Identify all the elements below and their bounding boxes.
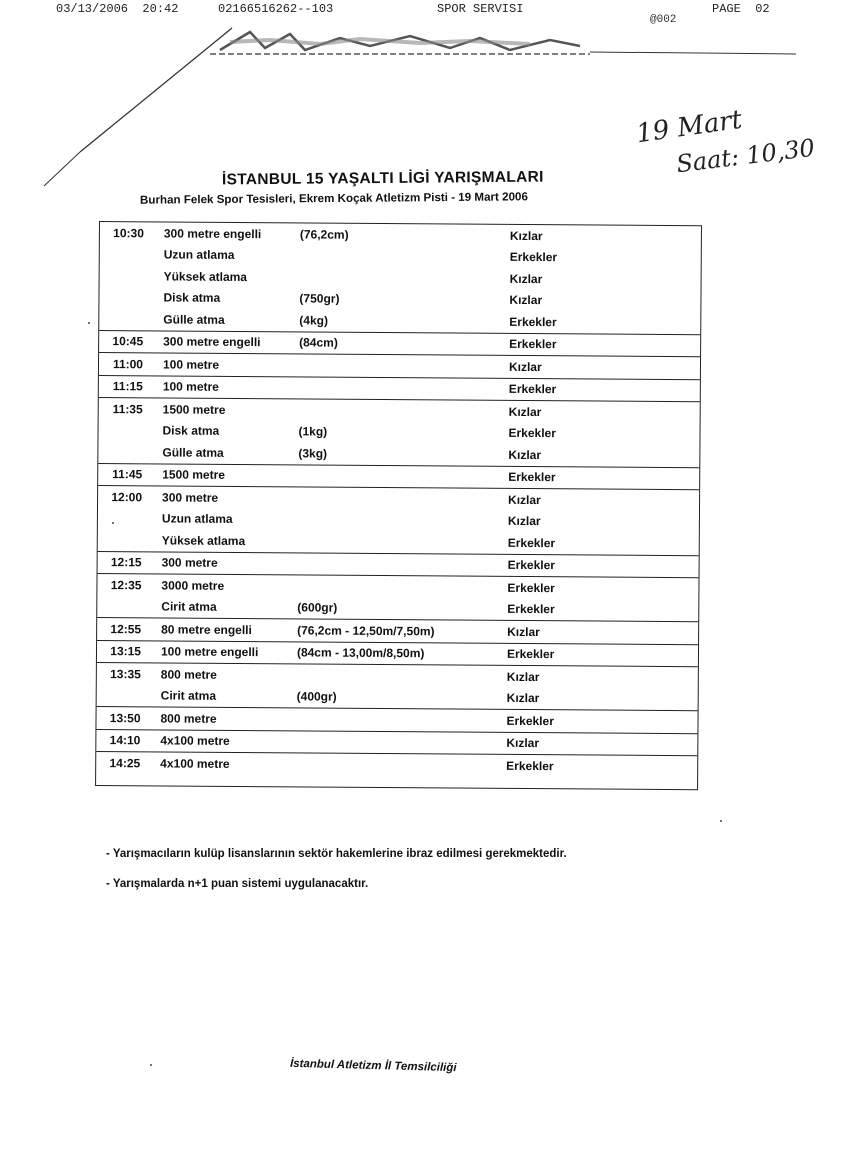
scan-speck <box>112 522 114 524</box>
schedule-time-block <box>99 222 701 335</box>
event-category: Kızlar <box>509 228 543 243</box>
event-category: Kızlar <box>508 359 542 374</box>
event-category: Erkekler <box>506 647 555 662</box>
event-name: Gülle atma <box>162 445 224 460</box>
event-name: 300 metre engelli <box>163 334 261 350</box>
note-license: - Yarışmacıların kulüp lisanslarının sektör hakemlerine ibraz edilmesi gerekmektedir. <box>106 848 567 860</box>
footer-signature: İstanbul Atletizm İl Temsilciliği <box>289 1057 457 1075</box>
fax-sender: SPOR SERVISI <box>437 2 524 16</box>
schedule-row <box>99 376 700 402</box>
event-category: Kızlar <box>508 447 542 462</box>
schedule-row <box>99 308 700 334</box>
event-time: 13:35 <box>110 666 141 682</box>
event-name: 800 metre <box>160 667 217 682</box>
event-spec <box>299 365 509 366</box>
event-spec <box>298 520 508 521</box>
event-spec <box>297 586 507 587</box>
event-category: Erkekler <box>507 602 555 617</box>
schedule-table <box>95 221 702 790</box>
event-time: 13:50 <box>109 710 141 726</box>
event-name: 800 metre <box>160 711 217 726</box>
event-time: 12:00 <box>111 489 143 505</box>
event-category: Erkekler <box>508 382 557 397</box>
event-name: 300 metre <box>162 490 219 505</box>
event-category: Kızlar <box>507 624 540 639</box>
event-category: Erkekler <box>507 535 556 550</box>
event-spec: (600gr) <box>297 600 338 615</box>
scan-speck <box>720 820 722 822</box>
event-spec: (1kg) <box>298 424 328 439</box>
event-time: 12:55 <box>110 621 142 637</box>
event-time: 14:10 <box>109 733 141 748</box>
schedule-row <box>99 353 700 379</box>
event-name: 1500 metre <box>162 402 226 417</box>
event-category: Erkekler <box>507 558 556 573</box>
schedule-row <box>98 551 699 577</box>
event-category: Erkekler <box>508 470 556 485</box>
fax-datetime: 03/13/2006 20:42 <box>56 2 179 16</box>
schedule-row <box>96 729 697 755</box>
event-name: Cirit atma <box>160 688 217 704</box>
note-scoring: - Yarışmalarda n+1 puan sistemi uygulanacaktır. <box>106 878 369 890</box>
event-spec: (400gr) <box>296 689 337 704</box>
event-name: Uzun atlama <box>161 511 233 527</box>
event-name: Disk atma <box>163 290 221 306</box>
event-time: 11:45 <box>112 467 143 482</box>
event-spec <box>297 719 507 720</box>
event-time: 10:45 <box>112 334 144 349</box>
event-category: Erkekler <box>507 580 555 595</box>
event-spec <box>299 410 509 411</box>
page-subtitle: Burhan Felek Spor Tesisleri, Ekrem Koçak Atletizm Pisti - 19 Mart 2006 <box>139 190 528 207</box>
event-spec <box>296 742 506 743</box>
event-name: 4x100 metre <box>160 756 230 771</box>
event-spec <box>298 541 508 542</box>
schedule-row <box>97 618 698 644</box>
event-time: 13:15 <box>110 644 142 659</box>
schedule-row <box>99 331 700 357</box>
event-name: 100 metre engelli <box>160 644 259 660</box>
event-category: Erkekler <box>509 337 557 352</box>
schedule-time-block <box>97 574 698 622</box>
event-spec: (750gr) <box>299 291 340 306</box>
event-category: Kızlar <box>508 492 541 507</box>
event-name: 1500 metre <box>162 467 225 483</box>
event-name: 300 metre engelli <box>163 226 262 241</box>
event-spec <box>296 764 506 765</box>
schedule-time-block <box>98 486 699 556</box>
schedule-row <box>98 464 699 490</box>
event-name: Yüksek atlama <box>161 533 246 548</box>
event-spec <box>298 476 508 477</box>
event-name: 100 metre <box>162 379 219 395</box>
page-title: İSTANBUL 15 YAŞALTI LİGİ YARIŞMALARI <box>221 168 544 189</box>
event-name: 80 metre engelli <box>161 622 252 637</box>
event-spec <box>297 675 507 676</box>
scan-speck <box>150 1064 152 1066</box>
schedule-row <box>97 595 698 621</box>
schedule-row <box>98 529 699 555</box>
event-category: Kızlar <box>509 293 543 308</box>
event-time: 11:00 <box>112 356 144 372</box>
event-name: Uzun atlama <box>163 247 235 263</box>
event-category: Erkekler <box>509 250 558 265</box>
event-spec: (84cm) <box>299 335 338 350</box>
event-spec: (3kg) <box>298 446 328 461</box>
event-name: 300 metre <box>161 555 218 571</box>
event-time: 11:35 <box>112 401 143 417</box>
event-name: Cirit atma <box>161 599 217 615</box>
event-category: Erkekler <box>506 758 554 773</box>
event-time: 12:35 <box>110 577 142 593</box>
event-category: Kızlar <box>509 271 543 286</box>
event-name: 100 metre <box>162 357 220 372</box>
fax-stamp-code: @002 <box>650 14 677 26</box>
event-spec <box>299 388 509 389</box>
event-category: Kızlar <box>506 736 540 751</box>
event-name: Disk atma <box>162 423 220 439</box>
event-category: Kızlar <box>506 691 540 706</box>
event-spec: (4kg) <box>299 313 329 328</box>
event-category: Erkekler <box>506 713 554 728</box>
schedule-row <box>96 752 697 778</box>
schedule-time-block <box>96 752 697 778</box>
event-time: 14:25 <box>109 755 141 771</box>
event-time: 12:15 <box>110 555 142 570</box>
event-name: 4x100 metre <box>160 733 230 749</box>
fax-page: PAGE 02 <box>712 2 770 16</box>
event-name: Gülle atma <box>163 312 225 327</box>
event-category: Erkekler <box>509 314 557 329</box>
event-spec: (76,2cm - 12,50m/7,50m) <box>297 623 435 639</box>
schedule-row <box>98 441 699 467</box>
event-spec <box>300 277 510 278</box>
event-time: 11:15 <box>112 379 143 394</box>
schedule-row <box>97 640 698 666</box>
event-spec <box>300 256 510 257</box>
handwritten-date: 19 Mart <box>634 104 744 150</box>
event-time: 10:30 <box>113 225 144 241</box>
event-name: Yüksek atlama <box>163 269 248 284</box>
event-category: Kızlar <box>508 404 542 419</box>
schedule-row <box>97 684 698 710</box>
schedule-row <box>96 707 697 733</box>
event-spec <box>298 498 508 499</box>
event-category: Kızlar <box>506 669 540 684</box>
event-name: 3000 metre <box>161 578 225 593</box>
event-category: Kızlar <box>507 514 541 529</box>
fax-phone: 02166516262--103 <box>218 2 334 16</box>
schedule-time-block <box>98 398 699 468</box>
scan-speck <box>88 322 90 324</box>
handwritten-time: Saat: 10,30 <box>674 133 817 179</box>
event-category: Erkekler <box>508 426 556 441</box>
schedule-time-block <box>97 663 698 711</box>
event-spec <box>298 564 508 565</box>
event-spec: (76,2cm) <box>299 227 349 242</box>
event-spec: (84cm - 13,00m/8,50m) <box>296 645 425 661</box>
